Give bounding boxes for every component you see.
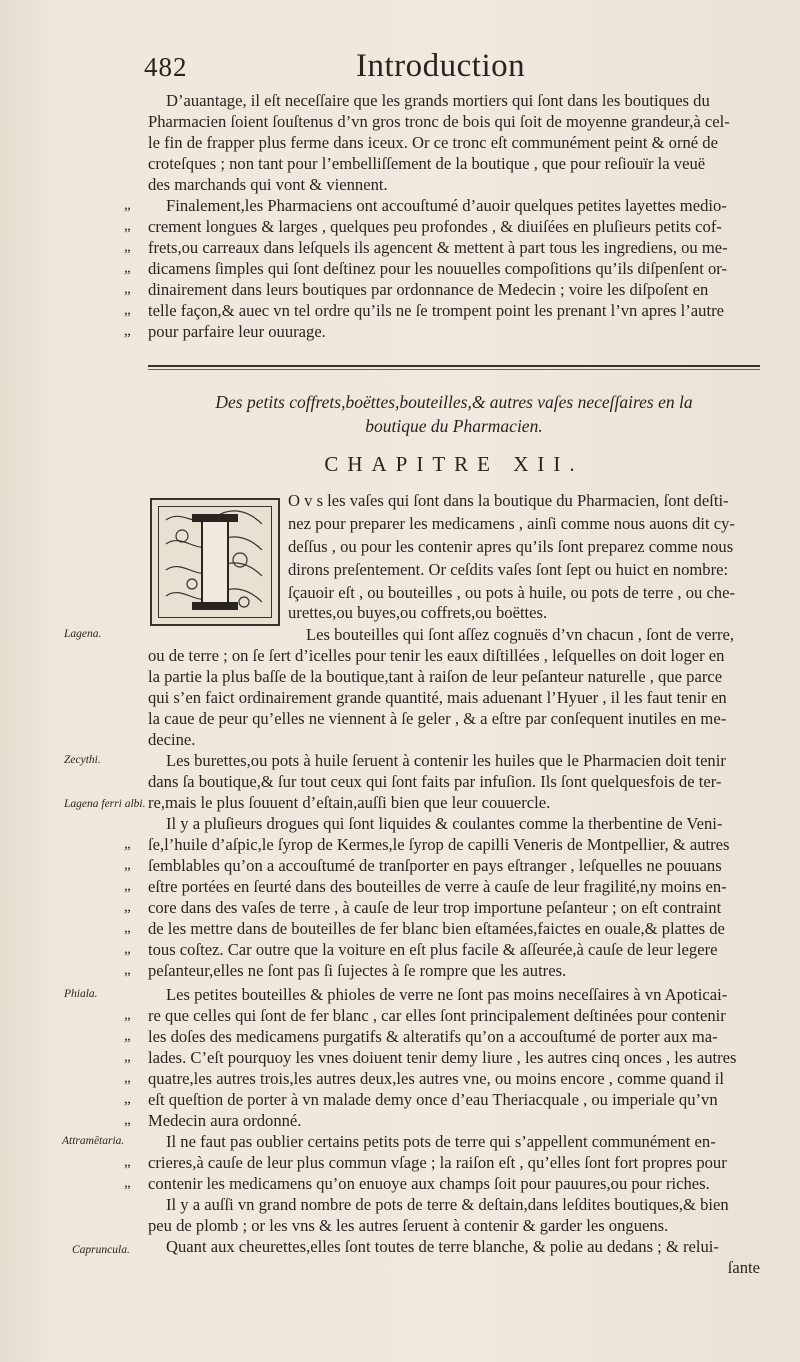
text-line: D’auantage, il eſt neceſſaire que les grands mortiers qui ſont dans les boutiques du	[166, 91, 710, 110]
quote-mark: „	[124, 281, 131, 297]
text-line: la partie la plus baſſe de la boutique,tant à raiſon de leur peſanteur naturelle , que parce	[148, 667, 723, 686]
quote-mark: „	[124, 878, 131, 894]
text-line: Les bouteilles qui ſont aſſez cognuës d’vn chacun , ſont de verre,	[306, 625, 735, 644]
section-title: Des petits coffrets,boëttes,bouteilles,& autres vaſes neceſſaires en la	[215, 392, 693, 412]
ornamental-initial	[150, 498, 280, 626]
quote-mark: „	[124, 323, 131, 339]
quote-mark: „	[124, 1007, 131, 1023]
quote-mark: „	[124, 1091, 131, 1107]
quote-mark: „	[124, 197, 131, 213]
text-line: crement longues & larges , quelques peu profondes , & diuiſées en pluſieurs petits cof-	[148, 217, 722, 236]
quote-mark: „	[124, 941, 131, 957]
text-line: Les burettes,ou pots à huile ſeruent à contenir les huiles que le Pharmacien doit tenir	[166, 751, 726, 770]
text-line: dicamens ſimples qui ſont deſtinez pour les nouuelles compoſitions qu’ils diſpenſent or-	[148, 259, 727, 278]
quote-mark: „	[124, 836, 131, 852]
text-line: Quant aux cheurettes,elles ſont toutes de terre blanche, & polie au dedans ; & relui-	[166, 1237, 719, 1256]
text-line: dinairement dans leurs boutiques par ordonnance de Medecin ; voire les diſpoſent en	[148, 280, 709, 299]
quote-mark: „	[124, 962, 131, 978]
text-line: ſçauoir eſt , ou bouteilles , ou pots à huile, ou pots de terre , ou che-	[288, 583, 735, 602]
page-number: 482	[144, 52, 188, 82]
quote-mark: „	[124, 260, 131, 276]
text-line: tous coſtez. Car outre que la voiture en eſt plus facile & aſſeurée,à cauſe de leur legere	[148, 940, 718, 959]
text-line: peu de plomb ; or les vns & les autres ſeruent à contenir & garder les onguens.	[148, 1216, 669, 1235]
text-line: croteſques ; non tant pour l’embelliſſement de la boutique , que pour reſiouïr la veuë	[148, 154, 706, 173]
text-line: telle façon,& auec vn tel ordre qu’ils ne ſe trompent point les prenant l’vn apres l’autre	[148, 301, 724, 320]
text-line: ſemblables qu’on a accouſtumé de tranſporter en pays eſtranger , leſquelles ne pouuans	[148, 856, 722, 875]
margin-note: Zecythi.	[64, 754, 101, 766]
text-line: des marchands qui vont & viennent.	[148, 175, 388, 194]
quote-mark: „	[124, 218, 131, 234]
text-line: la caue de peur qu’elles ne viennent à ſe geler , & a eſtre par conſequent inutiles en me-	[148, 709, 727, 728]
text-line: peſanteur,elles ne ſont pas ſi ſujectes à ſe rompre que les autres.	[148, 961, 567, 980]
text-line: re que celles qui ſont de fer blanc , car elles ſont principalement deſtinées pour contenir	[148, 1006, 726, 1025]
chapter-heading: CHAPITRE XII.	[324, 452, 584, 476]
text-line: contenir les medicamens qu’on enuoye aux champs ſoit pour pauures,ou pour riches.	[148, 1174, 710, 1193]
catchword: ſante	[727, 1258, 760, 1277]
text-line: dirons preſentement. Or ceſdits vaſes ſont ſept ou huict en nombre:	[288, 560, 729, 579]
margin-note: Phiala.	[64, 988, 98, 1000]
quote-mark: „	[124, 239, 131, 255]
text-line: crieres,à cauſe de leur plus commun vſage ; la raiſon eſt , qu’elles ſont fort propres pour	[148, 1153, 727, 1172]
text-line: core dans des vaſes de terre , à cauſe de leur trop importune peſanteur ; on eſt contraint	[148, 898, 722, 917]
page-header	[140, 42, 760, 92]
text-line: pour parfaire leur ouurage.	[148, 322, 326, 341]
text-line: re,mais le plus ſouuent d’eſtain,auſſi bien que leur couuercle.	[148, 793, 551, 812]
text-line: ou de terre ; on ſe ſert d’icelles pour tenir les eaux diſtillées , leſquelles on doit loger en	[148, 646, 725, 665]
margin-note: Capruncula.	[72, 1244, 130, 1256]
quote-mark: „	[124, 1028, 131, 1044]
text-line: O v s les vaſes qui ſont dans la boutique du Pharmacien, ſont deſti-	[288, 491, 729, 510]
quote-mark: „	[124, 920, 131, 936]
quote-mark: „	[124, 1154, 131, 1170]
margin-note: Lagena.	[64, 628, 102, 640]
text-line: de les mettre dans de bouteilles de fer blanc bien eſtamées,faictes en ouale,& plattes de	[148, 919, 725, 938]
section-rule	[148, 369, 760, 370]
text-line: Il y a pluſieurs drogues qui ſont liquides & coulantes comme la therbentine de Veni-	[166, 814, 723, 833]
text-line: urettes,ou buyes,ou coffrets,ou boëttes.	[288, 603, 548, 622]
text-line: Il ne faut pas oublier certains petits pots de terre qui s’appellent communément en-	[166, 1132, 716, 1151]
text-line: les doſes des medicamens purgatifs & alteratifs qu’on a accouſtumé de porter aux ma-	[148, 1027, 718, 1046]
text-line: eſt queſtion de porter à vn malade demy once d’eau Theriacquale , ou imperiale qu’vn	[148, 1090, 718, 1109]
text-line: lades. C’eſt pourquoy les vnes doiuent tenir demy liure , les autres cinq onces , les autres	[148, 1048, 737, 1067]
quote-mark: „	[124, 302, 131, 318]
text-line: Finalement,les Pharmaciens ont accouſtumé d’auoir quelques petites layettes medio-	[166, 196, 727, 215]
text-line: ſe,l’huile d’aſpic,le ſyrop de Kermes,le ſyrop de capilli Veneris de Montpellier, & autres	[148, 835, 730, 854]
section-title: boutique du Pharmacien.	[365, 416, 543, 436]
text-line: le fin de frapper plus ferme dans iceux. Or ce tronc eſt communément peint & orné de	[148, 133, 718, 152]
text-line: quatre,les autres trois,les autres deux,les autres vne, ou moins encore , comme quand il	[148, 1069, 725, 1088]
quote-mark: „	[124, 1175, 131, 1191]
margin-note: Attramētaria.	[62, 1135, 125, 1147]
text-line: eſtre portées en ſeurté dans des bouteilles de verre à cauſe de leur fragilité,ny moins en-	[148, 877, 727, 896]
text-line: qui s’en faict ordinairement grande quantité, mais aduenant l’Hyuer , il les faut tenir en	[148, 688, 727, 707]
text-line: dans ſa boutique,& ſur tout ceux qui ſont faits par infuſion. Ils ſont quelquesfois de ter-	[148, 772, 722, 791]
text-line: Les petites bouteilles & phioles de verre ne ſont pas moins neceſſaires à vn Apoticai-	[166, 985, 728, 1004]
text-line: deſſus , ou pour les contenir apres qu’ils ſont preparez comme nous	[288, 537, 734, 556]
quote-mark: „	[124, 1070, 131, 1086]
quote-mark: „	[124, 1112, 131, 1128]
quote-mark: „	[124, 899, 131, 915]
text-line: Pharmacien ſoient ſouſtenus d’vn gros tronc de bois qui ſoit de moyenne grandeur,à cel-	[148, 112, 730, 131]
text-line: Medecin aura ordonné.	[148, 1111, 302, 1130]
text-line: frets,ou carreaux dans leſquels ils agencent & mettent à part tous les ingrediens, ou me-	[148, 238, 728, 257]
text-line: decine.	[148, 730, 196, 749]
margin-note: Lagena ferri albi.	[64, 798, 146, 810]
section-rule	[148, 365, 760, 367]
text-line: Il y a auſſi vn grand nombre de pots de terre & deſtain,dans leſdites boutiques,& bien	[166, 1195, 729, 1214]
quote-mark: „	[124, 857, 131, 873]
text-line: nez pour preparer les medicamens , ainſi comme nous auons dit cy-	[288, 514, 735, 533]
quote-mark: „	[124, 1049, 131, 1065]
running-title: Introduction	[356, 48, 526, 84]
